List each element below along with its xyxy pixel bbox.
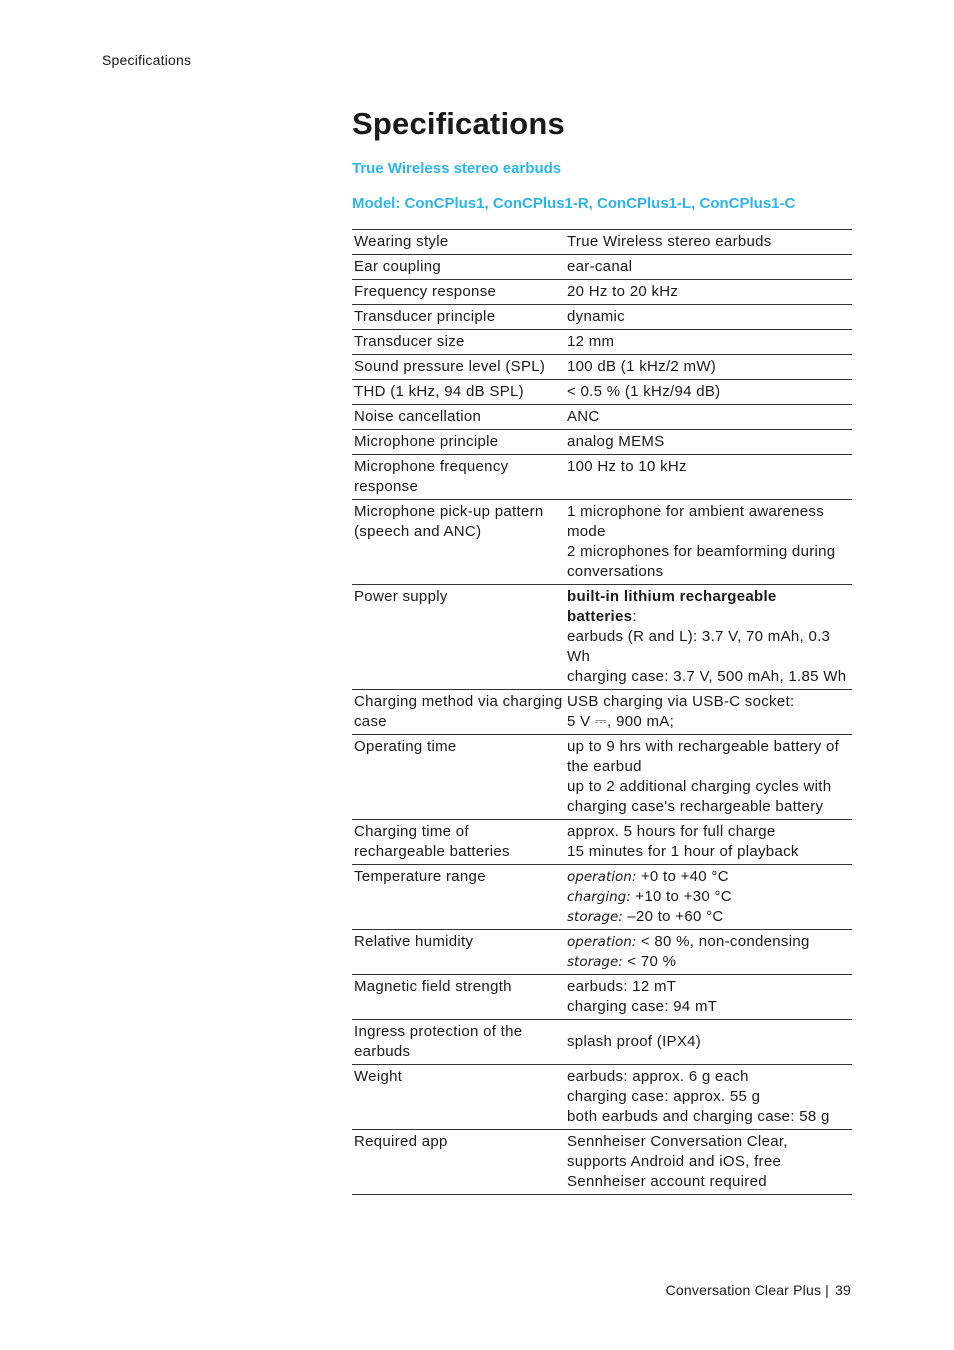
italic-label: operation: [567, 934, 637, 950]
value-text: < 70 % [622, 953, 677, 970]
spec-label: Wearing style [352, 230, 565, 255]
spec-value-line: up to 9 hrs with rechargeable battery of the earbud [567, 738, 840, 775]
spec-value: 12 mm [565, 330, 852, 355]
table-row [352, 820, 852, 865]
spec-label: Required app [352, 1130, 565, 1195]
spec-label: Frequency response [352, 280, 565, 305]
spec-value: 100 Hz to 10 kHz [565, 455, 852, 500]
spec-label: Power supply [352, 585, 565, 690]
colon: : [632, 608, 637, 625]
spec-value-line: charging case: 94 mT [567, 998, 718, 1015]
table-row [352, 430, 852, 455]
table-row [352, 1065, 852, 1130]
spec-value: ear-canal [565, 255, 852, 280]
spec-value-line: earbuds (R and L): 3.7 V, 70 mAh, 0.3 Wh [567, 628, 831, 665]
value-text: –20 to +60 °C [622, 908, 724, 925]
table-row [352, 330, 852, 355]
table-row [352, 735, 852, 820]
spec-value-line: 5 V ⎓, 900 mA; [567, 713, 675, 730]
spec-value [565, 585, 852, 690]
spec-label: Charging method via charging case [352, 690, 565, 735]
page-footer [666, 1282, 851, 1298]
spec-label: Microphone frequency response [352, 455, 565, 500]
spec-value-line: Sennheiser Conversation Clear, supports Android and iOS, free [567, 1133, 788, 1170]
italic-label: storage: [567, 909, 623, 925]
table-row [352, 230, 852, 255]
spec-value-line: 2 microphones for beamforming during conversations [567, 543, 836, 580]
spec-label: Weight [352, 1065, 565, 1130]
spec-label: Microphone principle [352, 430, 565, 455]
value-text: +0 to +40 °C [636, 868, 729, 885]
bold-text: built-in lithium rechargeable batteries [567, 588, 777, 625]
spec-label: Ingress protection of the earbuds [352, 1020, 565, 1065]
spec-value [565, 865, 852, 930]
spec-value: 100 dB (1 kHz/2 mW) [565, 355, 852, 380]
spec-value-line: earbuds: 12 mT [567, 978, 677, 995]
table-row [352, 380, 852, 405]
spec-label: Microphone pick-up pattern (speech and ANC) [352, 500, 565, 585]
page-number: 39 [835, 1282, 851, 1298]
model-line: Model: ConCPlus1, ConCPlus1-R, ConCPlus1-L, ConCPlus1-C [352, 195, 796, 212]
spec-value [565, 500, 852, 585]
footer-product-name: Conversation Clear Plus [665, 1282, 822, 1298]
italic-label: storage: [567, 954, 623, 970]
running-head: Specifications [102, 52, 192, 68]
spec-value-line: 15 minutes for 1 hour of playback [567, 843, 799, 860]
table-row [352, 585, 852, 690]
table-row [352, 355, 852, 380]
table-row [352, 280, 852, 305]
spec-value [565, 735, 852, 820]
spec-value-line [567, 932, 850, 952]
table-row [352, 405, 852, 430]
spec-value-line: 1 microphone for ambient awareness mode [567, 503, 824, 540]
spec-value: < 0.5 % (1 kHz/94 dB) [565, 380, 852, 405]
spec-value: True Wireless stereo earbuds [565, 230, 852, 255]
spec-value-line [567, 887, 850, 907]
spec-label: Charging time of rechargeable batteries [352, 820, 565, 865]
table-row [352, 865, 852, 930]
table-row [352, 975, 852, 1020]
footer-separator: | [825, 1282, 830, 1298]
spec-value-line [567, 867, 850, 887]
spec-value-line: approx. 5 hours for full charge [567, 823, 776, 840]
spec-label: Ear coupling [352, 255, 565, 280]
spec-table [352, 229, 852, 1195]
table-row [352, 690, 852, 735]
product-subtitle: True Wireless stereo earbuds [352, 160, 562, 177]
spec-value-line [567, 587, 850, 627]
table-row [352, 1130, 852, 1195]
table-row [352, 1020, 852, 1065]
table-row [352, 305, 852, 330]
italic-label: operation: [567, 869, 637, 885]
spec-label: Transducer size [352, 330, 565, 355]
content [352, 104, 852, 1195]
spec-label: Operating time [352, 735, 565, 820]
spec-value-line: both earbuds and charging case: 58 g [567, 1108, 830, 1125]
spec-value-line: charging case: 3.7 V, 500 mAh, 1.85 Wh [567, 668, 847, 685]
spec-value: ANC [565, 405, 852, 430]
spec-label: THD (1 kHz, 94 dB SPL) [352, 380, 565, 405]
spec-value-line [567, 907, 850, 927]
spec-value-line: up to 2 additional charging cycles with charging case's rechargeable battery [567, 778, 832, 815]
spec-value-line: charging case: approx. 55 g [567, 1088, 761, 1105]
spec-label: Temperature range [352, 865, 565, 930]
spec-value [565, 1065, 852, 1130]
italic-label: charging: [567, 889, 631, 905]
page-title: Specifications [352, 106, 565, 141]
spec-value: dynamic [565, 305, 852, 330]
spec-value [565, 690, 852, 735]
spec-label: Magnetic field strength [352, 975, 565, 1020]
spec-value [565, 930, 852, 975]
table-row [352, 455, 852, 500]
spec-value: 20 Hz to 20 kHz [565, 280, 852, 305]
spec-value: analog MEMS [565, 430, 852, 455]
table-row [352, 930, 852, 975]
spec-value-line: Sennheiser account required [567, 1173, 767, 1190]
table-row [352, 255, 852, 280]
value-text: +10 to +30 °C [630, 888, 732, 905]
spec-value-line: earbuds: approx. 6 g each [567, 1068, 749, 1085]
spec-label: Sound pressure level (SPL) [352, 355, 565, 380]
spec-value-line [567, 952, 850, 972]
table-row [352, 500, 852, 585]
value-text: < 80 %, non-condensing [636, 933, 810, 950]
spec-label: Noise cancellation [352, 405, 565, 430]
spec-label: Relative humidity [352, 930, 565, 975]
spec-value [565, 975, 852, 1020]
spec-label: Transducer principle [352, 305, 565, 330]
spec-value-line: USB charging via USB-C socket: [567, 693, 795, 710]
spec-value [565, 820, 852, 865]
spec-value: splash proof (IPX4) [565, 1020, 852, 1065]
spec-value [565, 1130, 852, 1195]
